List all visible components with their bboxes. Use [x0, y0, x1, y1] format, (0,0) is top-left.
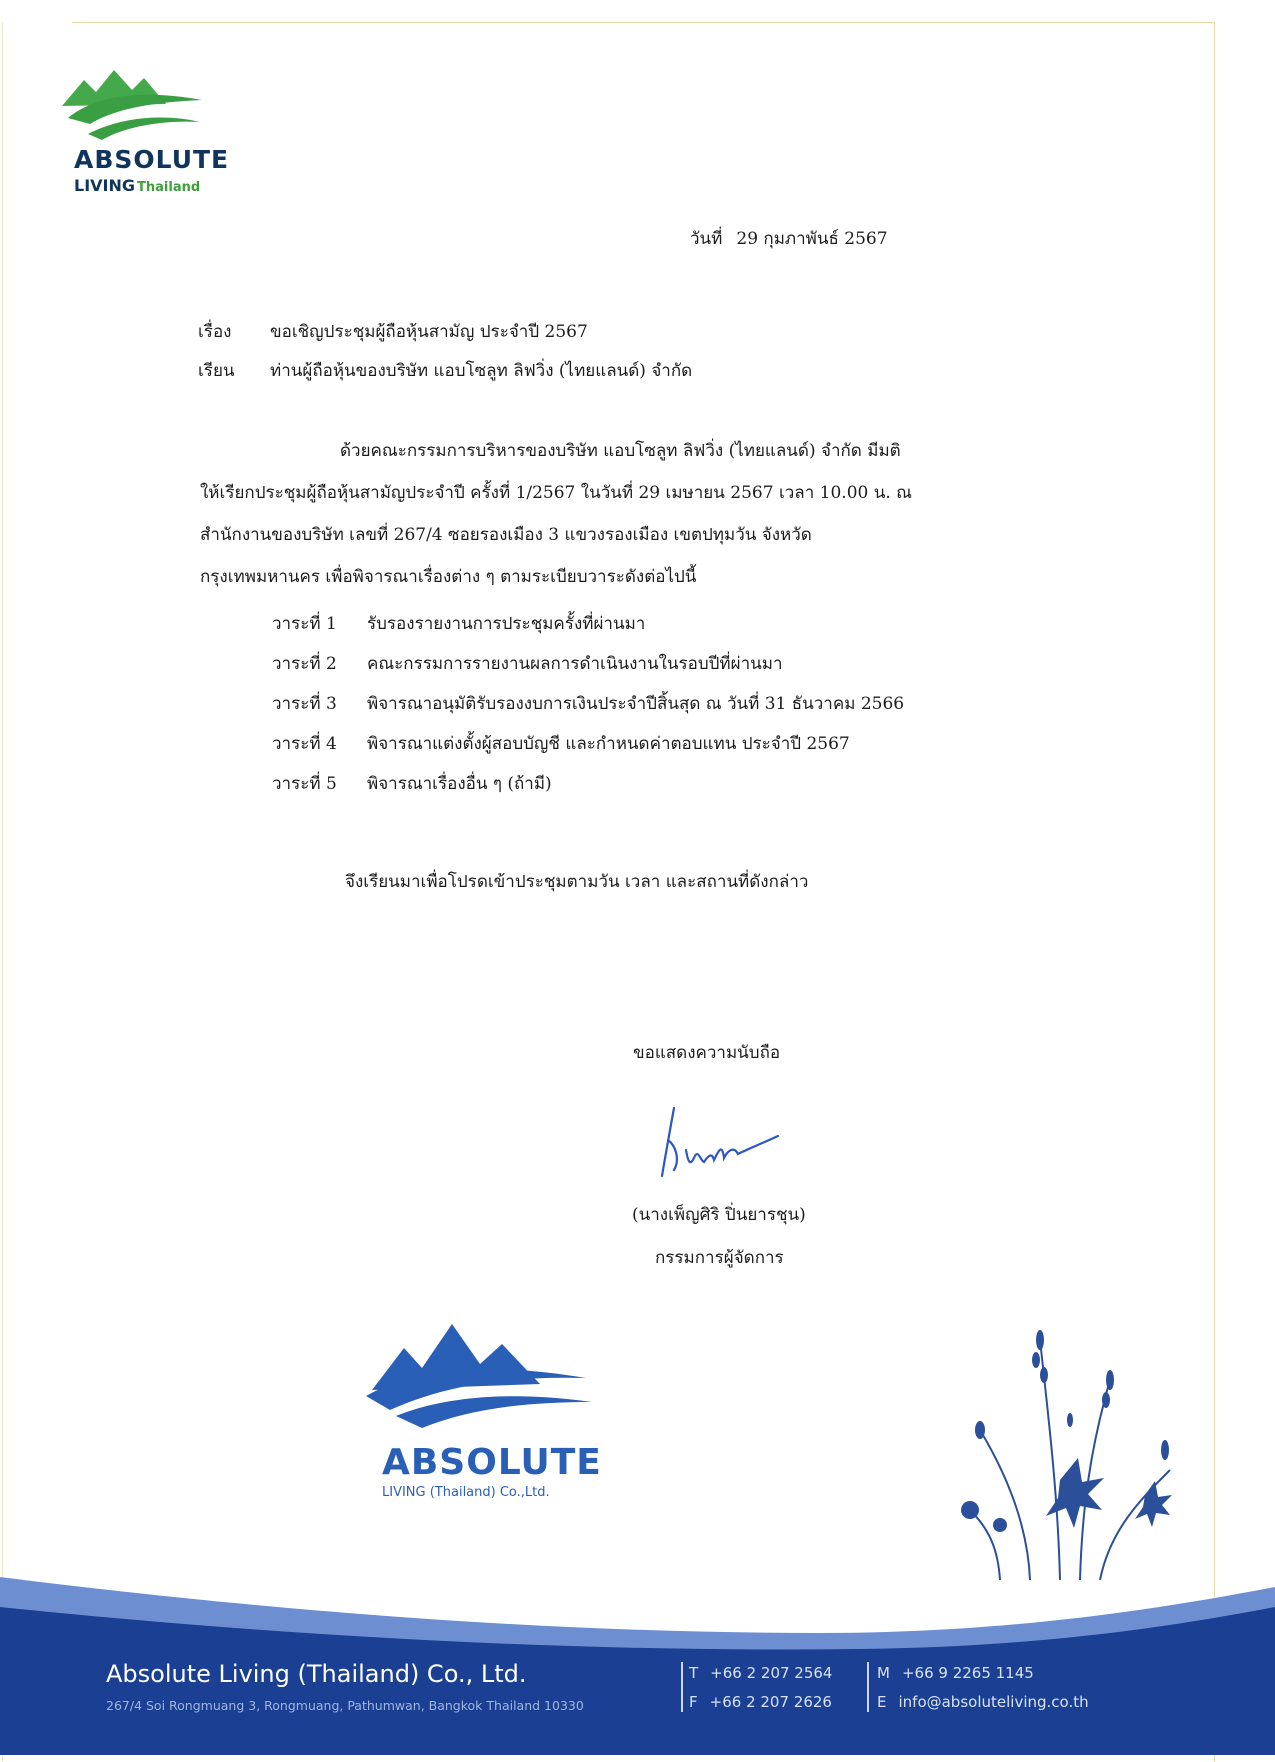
footer-email [877, 1693, 1089, 1711]
regards-text: ขอแสดงความนับถือ [633, 1043, 781, 1063]
agenda-list [272, 610, 904, 810]
agenda-text: คณะกรรมการรายงานผลการดำเนินงานในรอบปีที่ผ่านมา [367, 654, 783, 674]
company-logo [62, 68, 232, 208]
agenda-item [272, 770, 904, 810]
signer-name: (นางเพ็ญศิริ ปิ่นยารชุน) [632, 1205, 806, 1225]
recipient-row [198, 357, 692, 384]
body-paragraph [200, 430, 1010, 598]
signature-icon [628, 1100, 808, 1190]
body-line: ให้เรียกประชุมผู้ถือหุ้นสามัญประจำปี ครั้งที่ 1/2567 ในวันที่ 29 เมษายน 2567 เวลา 10.00 น. ณ [200, 483, 912, 503]
phone-value: +66 2 207 2564 [710, 1664, 833, 1682]
agenda-item [272, 610, 904, 650]
agenda-text: รับรองรายงานการประชุมครั้งที่ผ่านมา [367, 614, 646, 634]
body-line: สำนักงานของบริษัท เลขที่ 267/4 ซอยรองเมือง 3 แขวงรองเมือง เขตปทุมวัน จังหวัด [200, 525, 812, 545]
page-border-left [2, 22, 3, 1762]
logo-living-text: LIVING [74, 176, 136, 195]
agenda-text: พิจารณาเรื่องอื่น ๆ (ถ้ามี) [367, 774, 552, 794]
page-border-right [1214, 22, 1215, 1762]
email-key: E [877, 1693, 887, 1711]
agenda-text: พิจารณาอนุมัติรับรองงบการเงินประจำปีสิ้นสุด ณ วันที่ 31 ธันวาคม 2566 [367, 694, 905, 714]
agenda-text: พิจารณาแต่งตั้งผู้สอบบัญชี และกำหนดค่าตอบแทน ประจำปี 2567 [367, 734, 850, 754]
footer-address: 267/4 Soi Rongmuang 3, Rongmuang, Pathumwan, Bangkok Thailand 10330 [106, 1698, 584, 1713]
recipient-label: เรียน [198, 361, 235, 381]
agenda-number: วาระที่ 4 [272, 734, 337, 754]
subject-text: ขอเชิญประชุมผู้ถือหุ้นสามัญ ประจำปี 2567 [270, 322, 588, 342]
agenda-item [272, 650, 904, 690]
body-line: กรุงเทพมหานคร เพื่อพิจารณาเรื่องต่าง ๆ ตามระเบียบวาระดังต่อไปนี้ [200, 567, 697, 587]
logo-brand-line2 [74, 176, 200, 195]
mountain-logo-icon [62, 68, 212, 146]
company-stamp [362, 1318, 602, 1504]
date-label: วันที่ [690, 229, 723, 249]
stamp-mountain-icon [362, 1318, 602, 1438]
footer-mobile [877, 1664, 1034, 1682]
agenda-item [272, 730, 904, 770]
signer-position: กรรมการผู้จัดการ [655, 1248, 784, 1268]
footer-divider [867, 1662, 869, 1712]
logo-thailand-text: Thailand [137, 180, 201, 195]
logo-brand-line1: ABSOLUTE [74, 145, 230, 174]
agenda-number: วาระที่ 2 [272, 654, 337, 674]
wave-footer-icon [0, 1535, 1275, 1755]
agenda-item [272, 690, 904, 730]
closing-sentence: จึงเรียนมาเพื่อโปรดเข้าประชุมตามวัน เวลา และสถานที่ดังกล่าว [345, 872, 809, 892]
stamp-brand-line2: LIVING (Thailand) Co.,Ltd. [382, 1485, 550, 1500]
recipient-text: ท่านผู้ถือหุ้นของบริษัท แอบโซลูท ลิฟวิ่ง (ไทยแลนด์) จำกัด [270, 361, 693, 381]
fax-key: F [689, 1693, 698, 1711]
body-line: ด้วยคณะกรรมการบริหารของบริษัท แอบโซลูท ลิฟวิ่ง (ไทยแลนด์) จำกัด มีมติ [340, 441, 901, 461]
footer-phone [689, 1664, 832, 1682]
fax-value: +66 2 207 2626 [709, 1693, 832, 1711]
stamp-brand-line1: ABSOLUTE [382, 1442, 602, 1483]
mobile-value: +66 9 2265 1145 [901, 1664, 1034, 1682]
footer-company-name: Absolute Living (Thailand) Co., Ltd. [106, 1660, 527, 1688]
subject-row [198, 318, 588, 345]
page-border-top [72, 22, 1214, 23]
agenda-number: วาระที่ 3 [272, 694, 337, 714]
agenda-number: วาระที่ 5 [272, 774, 337, 794]
date-value: 29 กุมภาพันธ์ 2567 [736, 229, 888, 249]
letter-date [690, 225, 902, 252]
email-value: info@absoluteliving.co.th [898, 1693, 1089, 1711]
agenda-number: วาระที่ 1 [272, 614, 337, 634]
footer-divider [681, 1662, 683, 1712]
subject-label: เรื่อง [198, 322, 232, 342]
footer-fax [689, 1693, 832, 1711]
phone-key: T [689, 1664, 699, 1682]
mobile-key: M [877, 1664, 890, 1682]
